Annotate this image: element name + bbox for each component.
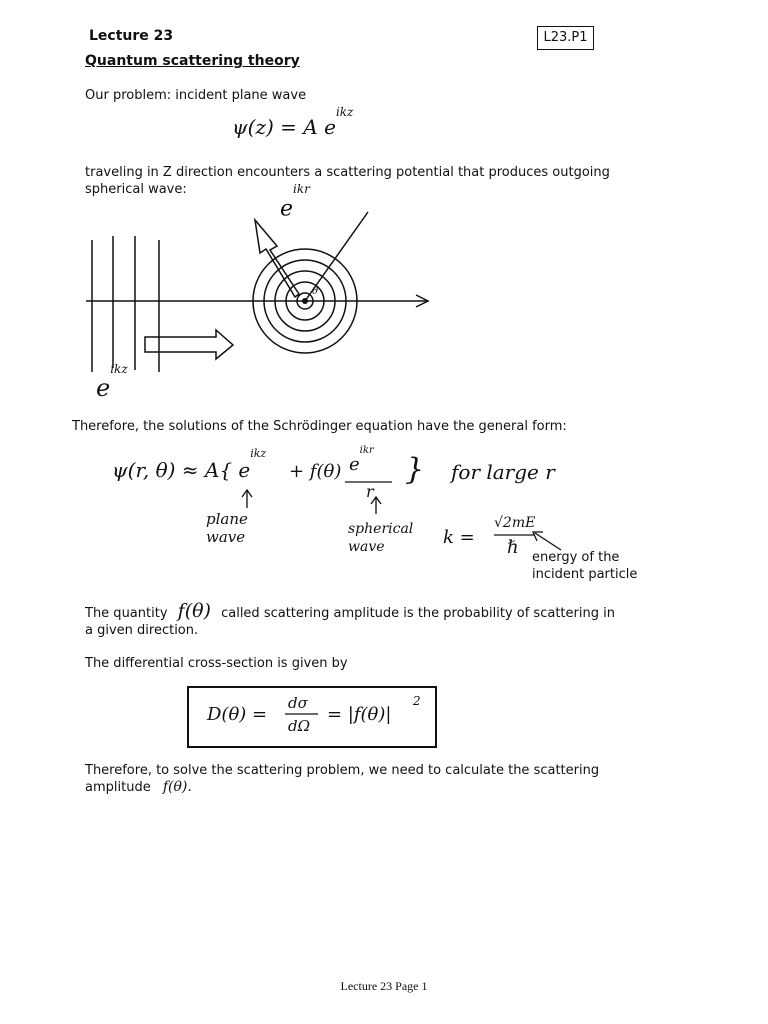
f-theta-inline: f(θ) bbox=[177, 600, 211, 622]
psi-z-exponent: ikz bbox=[335, 105, 354, 120]
quantity-paragraph bbox=[85, 600, 625, 639]
intro-text: Our problem: incident plane wave bbox=[85, 88, 307, 103]
solve-paragraph bbox=[85, 762, 605, 796]
energy-pointer bbox=[535, 533, 561, 550]
theta-label: θ bbox=[312, 286, 319, 297]
spherical-fraction-numerator bbox=[349, 445, 374, 475]
k-denominator: ℏ bbox=[507, 537, 519, 558]
traveling-text: traveling in Z direction encounters a scattering potential that produces outgoing spherical wave: bbox=[85, 165, 610, 197]
page-footer: Lecture 23 Page 1 bbox=[340, 979, 428, 993]
lecture-title: Lecture 23 bbox=[89, 28, 174, 44]
plane-wave-label: plane wave bbox=[206, 510, 248, 546]
general-form-middle: + f(θ) bbox=[289, 461, 342, 482]
psi-z-lhs: ψ(z) = A e bbox=[232, 115, 336, 139]
outgoing-arrow bbox=[255, 220, 299, 297]
page-tag: L23.P1 bbox=[537, 26, 594, 50]
k-numerator: √2mE bbox=[494, 515, 536, 531]
energy-annotation: energy of the incident particle bbox=[532, 550, 638, 582]
spherical-fraction-base: e bbox=[349, 454, 360, 475]
spherical-fraction-exponent: ikr bbox=[359, 445, 374, 456]
f-theta-squared: = |f(θ)| bbox=[327, 704, 392, 725]
for-large-r: for large r bbox=[451, 460, 555, 484]
outgoing-wave-exponent: ikr bbox=[293, 182, 310, 196]
square-exponent: 2 bbox=[413, 694, 421, 708]
propagation-arrow bbox=[145, 330, 233, 359]
spherical-fraction-denominator: r bbox=[366, 482, 374, 501]
k-equals: k = bbox=[443, 527, 475, 548]
quantity-text-post: called scattering amplitude is the probability of scattering in a given direction. bbox=[85, 606, 615, 638]
quantity-text-pre: The quantity bbox=[85, 606, 168, 621]
cross-section-text: The differential cross-section is given by bbox=[85, 656, 348, 671]
section-title: Quantum scattering theory bbox=[85, 53, 300, 69]
incident-wave-exponent: ikz bbox=[110, 362, 128, 376]
closing-brace: } bbox=[405, 452, 425, 487]
f-theta-small: f(θ). bbox=[162, 779, 192, 795]
general-form-text: ψ(r, θ) ≈ A{ e bbox=[112, 458, 251, 482]
general-form-lhs bbox=[112, 447, 267, 482]
outgoing-wave-label bbox=[280, 182, 310, 222]
spherical-wave-label: spherical wave bbox=[348, 521, 414, 555]
d-omega-denominator: dΩ bbox=[288, 717, 311, 735]
general-form-exponent: ikz bbox=[250, 447, 267, 461]
therefore-text: Therefore, the solutions of the Schrödinger equation have the general form: bbox=[72, 419, 567, 434]
incident-wave-label bbox=[96, 362, 128, 402]
d-theta-lhs: D(θ) = bbox=[207, 704, 268, 725]
incident-wave-base: e bbox=[96, 374, 111, 402]
outgoing-wave-base: e bbox=[280, 196, 294, 222]
d-sigma-numerator: dσ bbox=[288, 694, 308, 712]
solve-text: Therefore, to solve the scattering problem, we need to calculate the scattering amplitude bbox=[85, 763, 600, 795]
